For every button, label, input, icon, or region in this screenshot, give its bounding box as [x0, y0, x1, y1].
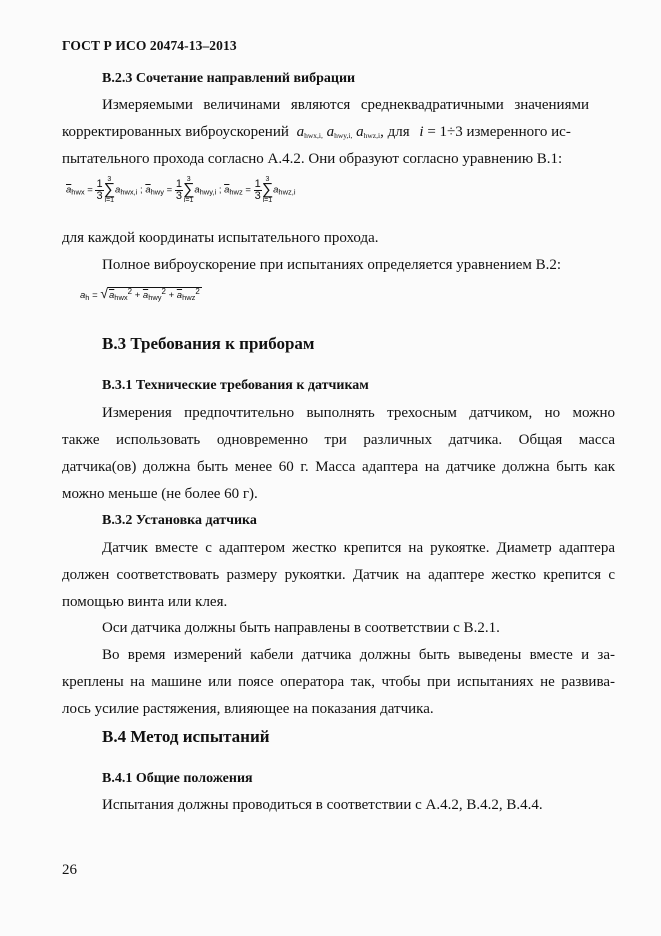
- radical-sign: √: [100, 285, 108, 301]
- math-symbol: a: [115, 184, 121, 196]
- math-symbol: a: [194, 184, 200, 196]
- sum-upper: 3: [265, 176, 270, 183]
- math-operator: =: [166, 184, 173, 196]
- math-power: 2: [127, 286, 133, 296]
- math-subscript: hwy: [148, 293, 162, 302]
- equation-b2: [80, 285, 202, 302]
- sum-sign: ∑: [261, 181, 274, 198]
- math-separator: ;: [218, 184, 222, 196]
- sum-sign: ∑: [103, 181, 116, 198]
- text-run: корректированных виброускорений: [62, 124, 289, 140]
- sum-operator: [183, 176, 194, 204]
- math-operator: =: [87, 184, 93, 196]
- sum-operator: [104, 176, 115, 204]
- section-b23-title: В.2.3 Сочетание направлений вибрации: [102, 71, 356, 86]
- sum-operator: [262, 176, 273, 204]
- fraction-denominator: 3: [254, 189, 261, 202]
- math-subscript: hwz,i: [278, 187, 296, 197]
- fraction: [254, 179, 262, 202]
- page-number: 26: [62, 862, 77, 878]
- math-operator: +: [134, 290, 141, 301]
- math-subscript: hwz,i: [363, 131, 381, 140]
- math-operator: =: [92, 290, 98, 301]
- sum-lower: i=1: [262, 197, 273, 204]
- fraction-denominator: 3: [96, 189, 103, 202]
- sum-upper: 3: [186, 176, 191, 183]
- math-separator: ;: [140, 184, 143, 196]
- paragraph-line-with-symbols: [62, 124, 571, 141]
- math-symbol: $\overline{a}$: [176, 290, 183, 301]
- fraction-numerator: 1: [175, 177, 182, 190]
- sum-lower: i=1: [183, 197, 194, 204]
- math-symbol: i: [419, 124, 424, 140]
- paragraph-line: должен соответствовать размеру рукоятки. Датчик на адаптере жестко крепится с: [62, 567, 615, 583]
- math-symbol: a: [273, 184, 279, 196]
- math-subscript: hwz: [229, 187, 243, 197]
- math-symbol: a: [109, 290, 115, 301]
- sum-lower: i=1: [104, 197, 115, 204]
- paragraph-line: также использовать одновременно три различных датчика. Общая масса: [62, 432, 615, 448]
- section-b3-title: В.3 Требования к приборам: [102, 334, 315, 353]
- paragraph-line: Датчик вместе с адаптером жестко крепится на рукоятке. Диаметр адаптера: [102, 540, 615, 556]
- text-run: = 1÷3 измеренного ис-: [427, 124, 571, 140]
- math-symbol: a: [80, 290, 86, 301]
- math-symbol: $\overline{a}$: [66, 184, 72, 196]
- math-symbol: $\overline{a}$: [224, 184, 230, 196]
- fraction-numerator: 1: [254, 177, 261, 190]
- math-subscript: hwy: [150, 187, 164, 197]
- math-operator: =: [245, 184, 251, 196]
- text-run: , для: [380, 124, 410, 140]
- paragraph-line: Оси датчика должны быть направлены в соответствии с В.2.1.: [102, 620, 500, 636]
- math-symbol: a: [296, 124, 305, 140]
- paragraph-line: можно меньше (не более 60 г).: [62, 486, 258, 502]
- sum-sign: ∑: [182, 181, 195, 198]
- math-subscript: hwx: [71, 187, 85, 197]
- math-subscript: hwy,i,: [334, 131, 353, 140]
- math-subscript: hwx: [114, 293, 128, 302]
- standard-header: ГОСТ Р ИСО 20474-13–2013: [62, 38, 237, 53]
- math-symbol: a: [326, 124, 335, 140]
- math-power: 2: [161, 286, 166, 296]
- fraction-denominator: 3: [175, 189, 182, 202]
- paragraph-line: датчика(ов) должна быть менее 60 г. Масса адаптера на датчике должна быть как: [62, 459, 615, 475]
- paragraph-line: Измерения предпочтительно выполнять трехосным датчиком, но можно: [102, 405, 615, 421]
- paragraph-line: Измеряемыми величинами являются среднеквадратичными значениями: [102, 97, 589, 113]
- paragraph-line: Испытания должны проводиться в соответствии с А.4.2, В.4.2, В.4.4.: [102, 797, 543, 813]
- math-subscript: h: [85, 293, 90, 302]
- math-power: 2: [195, 286, 200, 296]
- sum-upper: 3: [107, 176, 112, 183]
- paragraph-line: помощью винта или клея.: [62, 594, 228, 610]
- paragraph-line: креплены на машине или поясе оператора так, чтобы при испытаниях не развива-: [62, 674, 615, 690]
- paragraph-line: пытательного прохода согласно А.4.2. Они образуют согласно уравнению В.1:: [62, 151, 563, 167]
- math-operator: +: [168, 290, 175, 301]
- math-symbol: $\overline{a}$: [145, 184, 151, 196]
- section-b4-title: В.4 Метод испытаний: [102, 727, 270, 746]
- paragraph-line: Полное виброускорение при испытаниях определяется уравнением В.2:: [102, 257, 562, 273]
- math-symbol: $\overline{a}$: [142, 290, 149, 301]
- paragraph-line: для каждой координаты испытательного прохода.: [62, 230, 379, 246]
- section-b41-title: В.4.1 Общие положения: [102, 771, 253, 786]
- math-subscript: hwx,i: [120, 187, 138, 197]
- fraction-numerator: 1: [96, 177, 103, 190]
- math-symbol: a: [356, 124, 364, 140]
- section-b31-title: В.3.1 Технические требования к датчикам: [102, 378, 369, 393]
- radicand: [108, 287, 202, 301]
- math-subscript: hwx,i,: [304, 131, 323, 140]
- math-subscript: hwy,i: [199, 187, 217, 197]
- paragraph-line: лось усилие растяжения, влияющее на показания датчика.: [62, 701, 434, 717]
- math-subscript: hwz: [182, 293, 196, 302]
- fraction: [175, 179, 183, 202]
- section-b32-title: В.3.2 Установка датчика: [102, 513, 257, 528]
- paragraph-line: Во время измерений кабели датчика должны быть выведены вместе и за-: [102, 647, 615, 663]
- equation-b1: [66, 176, 296, 204]
- fraction: [95, 179, 103, 202]
